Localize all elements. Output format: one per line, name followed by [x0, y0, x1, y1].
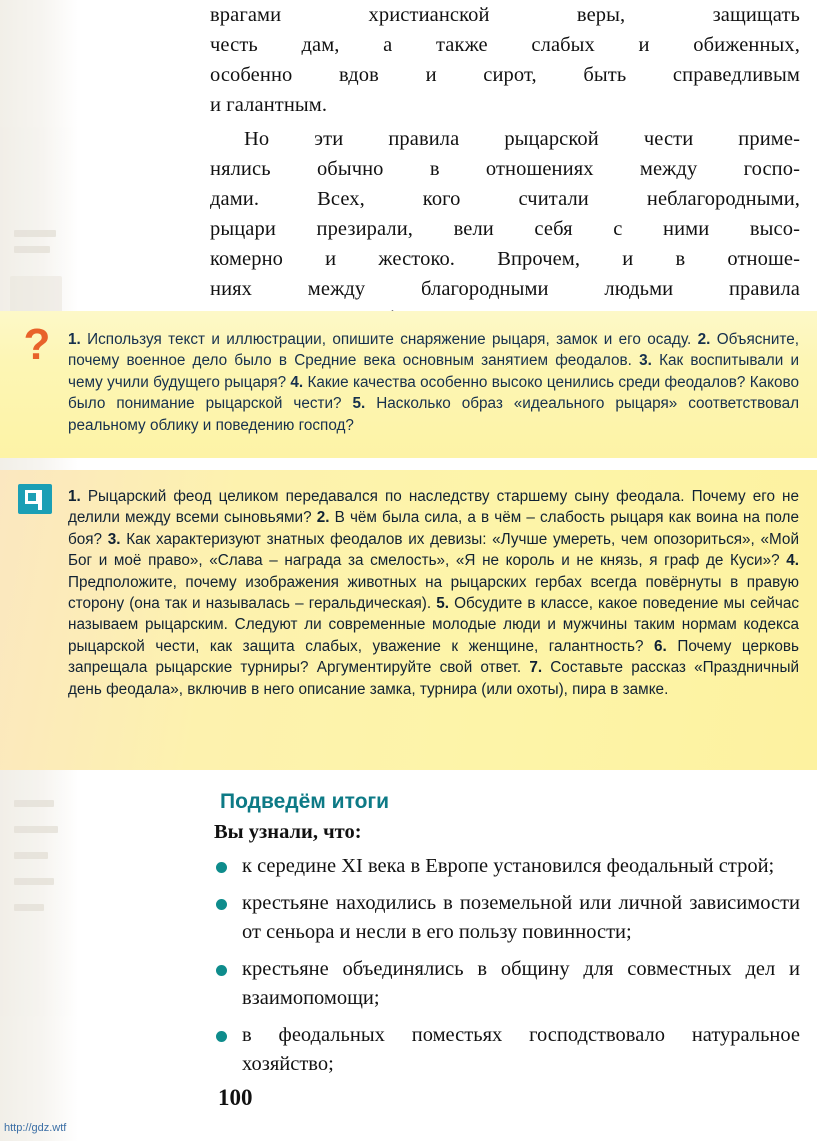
teal-square-icon	[18, 484, 52, 514]
paragraph-line: рыцари презирали, вели себя с ними высо-	[210, 218, 800, 240]
list-item	[210, 1021, 800, 1079]
list-item-label: к середине XI века в Европе установился феодальный строй;	[242, 855, 775, 877]
list-item-label: крестьяне объединялись в общину для совместных дел и взаимопомощи;	[242, 958, 800, 1009]
paragraph-line: врагами христианской веры, защищать	[210, 4, 800, 26]
paragraph-line: нялись обычно в отношениях между госпо-	[210, 158, 800, 180]
page-number: 100	[218, 1085, 253, 1110]
paragraph-line: Но эти правила рыцарской чести приме-	[244, 128, 800, 150]
summary-lead: Вы узнали, что:	[214, 821, 362, 843]
questions-block	[0, 311, 817, 458]
list-item	[210, 852, 800, 881]
list-item-label: в феодальных поместьях господствовало натуральное хозяйство;	[242, 1024, 800, 1075]
tasks-text: 1. Рыцарский феод целиком передавался по наследству старшему сыну феодала. Почему его не делили между всеми сыновьями? 2. В чём была сила, а в чём – слабость рыцаря как воина на поле боя? 3. Как характеризуют знатных феодалов их девизы: «Лучше умереть, чем опозориться», «Мой Бог и моё право», «Слава – награда за смелость», «Я не король и не князь, я граф де Куси»? 4. Предположите, почему изображения животных на рыцарских гербах всегда повёрнуты в правую сторону (она так и называлась – геральдическая). 5. Обсудите в классе, какое поведение мы сейчас называем рыцарским. Следуют ли современные молодые люди и мужчины таким нормам кодекса рыцарской чести, как защита слабых, уважение к женщине, галантность? 6. Почему церковь запрещала рыцарские турниры? Аргументируйте свой ответ. 7. Составьте рассказ «Праздничный день феодала», включив в него описание замка, турнира (или охоты), пира в замке.	[68, 488, 800, 698]
paragraph-line: ниях между благородными людьми правила	[210, 278, 800, 300]
paragraph-two	[210, 124, 800, 334]
list-item	[210, 889, 800, 947]
summary-section	[210, 790, 800, 1087]
bullet-dot-icon	[216, 899, 227, 910]
paragraph-one	[210, 0, 800, 120]
tasks-block	[0, 470, 817, 770]
paragraph-line: и галантным.	[210, 94, 328, 116]
summary-title: Подведём итоги	[220, 790, 390, 813]
paragraph-line: дами. Всех, кого считали неблагородными,	[210, 188, 800, 210]
bullet-dot-icon	[216, 862, 227, 873]
bullet-dot-icon	[216, 1031, 227, 1042]
paragraph-line: особенно вдов и сирот, быть справедливым	[210, 64, 800, 86]
paragraph-line: честь дам, а также слабых и обиженных,	[210, 34, 800, 56]
list-item-label: крестьяне находились в поземельной или личной зависимости от сеньора и несли в его пользу повинности;	[242, 892, 800, 943]
paragraph-line: комерно и жестоко. Впрочем, и в отноше-	[210, 248, 800, 270]
questions-text: 1. Используя текст и иллюстрации, опишите снаряжение рыцаря, замок и его осаду. 2. Объясните, почему военное дело было в Средние века основным занятием феодалов. 3. Как воспитывали и чему учили будущего рыцаря? 4. Какие качества особенно высоко ценились среди феодалов? Каково было понимание рыцарской чести? 5. Насколько образ «идеального рыцаря» соответствовал реальному облику и поведению господ?	[68, 331, 800, 434]
page-body-text	[210, 0, 800, 334]
watermark: http://gdz.wtf	[4, 1122, 67, 1134]
bullet-dot-icon	[216, 965, 227, 976]
list-item	[210, 955, 800, 1013]
summary-list	[210, 852, 800, 1079]
question-mark-icon: ?	[23, 320, 51, 369]
